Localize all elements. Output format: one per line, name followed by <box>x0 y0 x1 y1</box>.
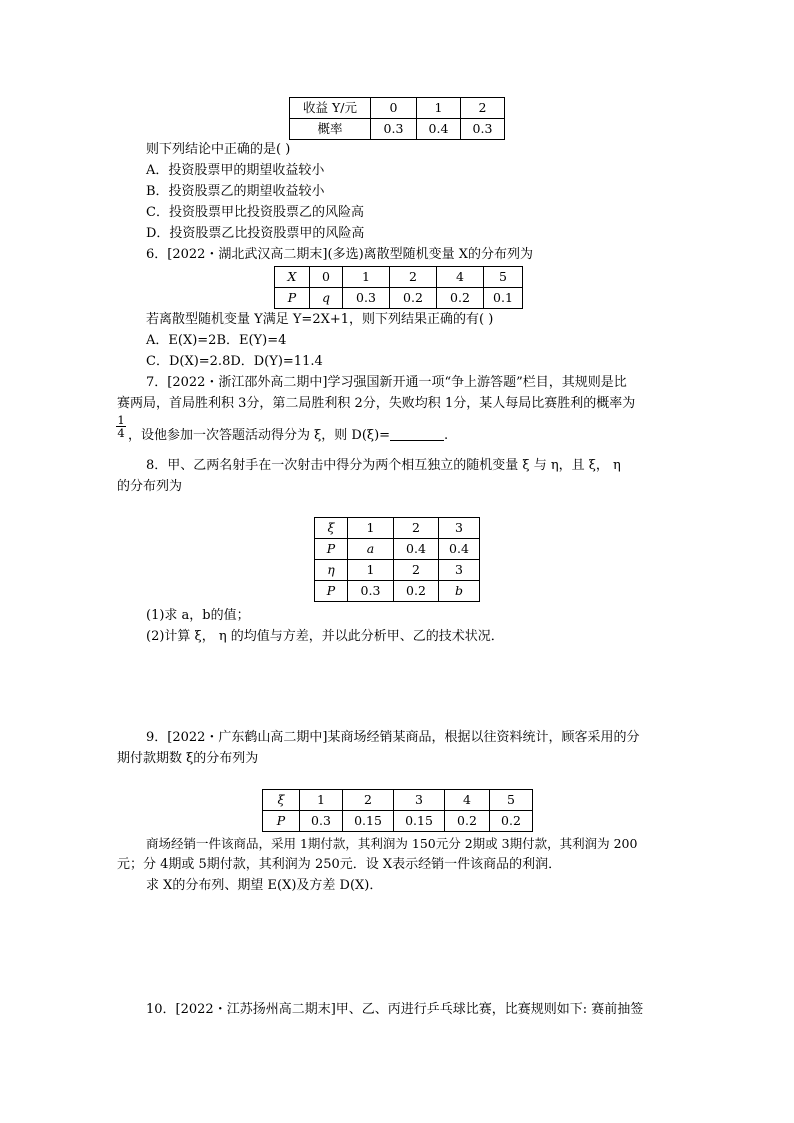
table-cell: 0.3 <box>348 581 394 602</box>
table-cell: 收益 Y/元 <box>290 98 371 119</box>
q5-option-a: A．投资股票甲的期望收益较小 <box>146 163 325 178</box>
table-cell: 0 <box>371 98 417 119</box>
q6-stem: 6．[2022・湖北武汉高二期末](多选)离散型随机变量 X的分布列为 <box>146 247 534 262</box>
q7-fraction <box>116 414 126 439</box>
table-cell: 概率 <box>290 119 371 140</box>
table-cell: b <box>439 581 480 602</box>
table-cell: 0.2 <box>390 288 437 309</box>
q7-line3 <box>128 427 448 445</box>
q6-options-cd: C．D(X)=2.8D．D(Y)=11.4 <box>146 354 323 369</box>
table-cell: P <box>315 539 348 560</box>
table-cell: 2 <box>343 790 394 811</box>
table-cell: 1 <box>300 790 343 811</box>
table-row <box>263 811 533 832</box>
table-cell: 4 <box>437 267 484 288</box>
q10-line1: 10．[2022・江苏扬州高二期末]甲、乙、丙进行乒乓球比赛，比赛规则如下: 赛前抽签 <box>146 1002 644 1017</box>
q7-answer-blank <box>390 428 444 441</box>
table-cell: 0.4 <box>394 539 439 560</box>
q6-after: 若离散型随机变量 Y满足 Y=2X+1，则下列结果正确的有( ) <box>146 312 494 327</box>
q7-line3-text: ，设他参加一次答题活动得分为 ξ，则 D(ξ)= <box>128 428 391 443</box>
table-row <box>315 581 480 602</box>
table-cell: 0 <box>310 267 343 288</box>
q5-option-b: B．投资股票乙的期望收益较小 <box>146 184 325 199</box>
table-cell: P <box>275 288 310 309</box>
table-cell: 2 <box>394 560 439 581</box>
table-cell: 2 <box>461 98 505 119</box>
q7-line3-end: . <box>444 428 449 443</box>
table-cell: 0.3 <box>300 811 343 832</box>
table-cell: 0.3 <box>371 119 417 140</box>
q7-line2: 赛两局，首局胜利积 3分，第二局胜利积 2分，失败均积 1分，某人每局比赛胜利的概率为 <box>117 396 636 411</box>
table-cell: 0.2 <box>445 811 490 832</box>
table-cell: 4 <box>445 790 490 811</box>
q9-distribution-table <box>262 789 533 832</box>
table-cell: 0.4 <box>439 539 480 560</box>
table-cell: 3 <box>394 790 445 811</box>
q8-sub1: (1)求 a，b的值； <box>146 608 250 623</box>
q5-option-c: C．投资股票甲比投资股票乙的风险高 <box>146 205 364 220</box>
q8-line2: 的分布列为 <box>117 479 183 494</box>
table-cell: 1 <box>348 518 394 539</box>
table-row <box>315 539 480 560</box>
table-cell: 0.3 <box>343 288 390 309</box>
table-cell: 0.15 <box>394 811 445 832</box>
table-cell: 3 <box>439 518 480 539</box>
table-cell: 3 <box>439 560 480 581</box>
table-row <box>290 98 505 119</box>
table-cell: 0.4 <box>417 119 461 140</box>
q8-sub2: (2)计算 ξ， η 的均值与方差，并以此分析甲、乙的技术状况． <box>146 629 504 644</box>
table-cell: P <box>263 811 300 832</box>
table-row <box>315 560 480 581</box>
q5-distribution-table <box>289 97 505 140</box>
table-cell: 0.2 <box>490 811 533 832</box>
q9-p2: 元；分 4期或 5期付款，其利润为 250元．设 X表示经销一件该商品的利润． <box>117 857 562 872</box>
table-cell: 0.3 <box>461 119 505 140</box>
q7-line1: 7．[2022・浙江邵外高二期中]学习强国新开通一项“争上游答题”栏目，其规则是比 <box>146 375 627 390</box>
table-cell: η <box>315 560 348 581</box>
q9-line1: 9．[2022・广东鹤山高二期中]某商场经销某商品，根据以往资料统计，顾客采用的分 <box>146 730 640 745</box>
table-row <box>275 267 523 288</box>
table-cell: P <box>315 581 348 602</box>
q5-stem: 则下列结论中正确的是( ) <box>146 142 291 157</box>
table-row <box>263 790 533 811</box>
table-cell: 0.2 <box>394 581 439 602</box>
table-row <box>315 518 480 539</box>
q5-option-d: D．投资股票乙比投资股票甲的风险高 <box>146 226 365 241</box>
q7-fraction-denominator: 4 <box>117 426 125 440</box>
table-cell: 1 <box>417 98 461 119</box>
table-cell: 5 <box>484 267 523 288</box>
q6-options-ab: A．E(X)=2B．E(Y)=4 <box>146 333 287 348</box>
table-cell: 1 <box>348 560 394 581</box>
table-cell: q <box>310 288 343 309</box>
q7-fraction-numerator: 1 <box>117 413 125 427</box>
table-cell: 0.1 <box>484 288 523 309</box>
table-cell: ξ <box>263 790 300 811</box>
table-cell: ξ <box>315 518 348 539</box>
table-cell: 2 <box>394 518 439 539</box>
q8-distribution-table <box>314 517 480 602</box>
q9-p3: 求 X的分布列、期望 E(X)及方差 D(X)． <box>146 878 383 893</box>
q6-distribution-table <box>274 266 523 309</box>
table-cell: X <box>275 267 310 288</box>
table-row <box>275 288 523 309</box>
table-cell: 0.2 <box>437 288 484 309</box>
table-cell: 2 <box>390 267 437 288</box>
q9-line2: 期付款期数 ξ的分布列为 <box>117 751 259 766</box>
table-cell: 1 <box>343 267 390 288</box>
table-cell: 0.15 <box>343 811 394 832</box>
table-row <box>290 119 505 140</box>
q9-p1: 商场经销一件该商品，采用 1期付款，其利润为 150元分 2期或 3期付款，其利润为 200 <box>146 836 638 851</box>
table-cell: 5 <box>490 790 533 811</box>
q8-line1: 8．甲、乙两名射手在一次射击中得分为两个相互独立的随机变量 ξ 与 η，且 ξ， η <box>146 458 621 473</box>
table-cell: a <box>348 539 394 560</box>
